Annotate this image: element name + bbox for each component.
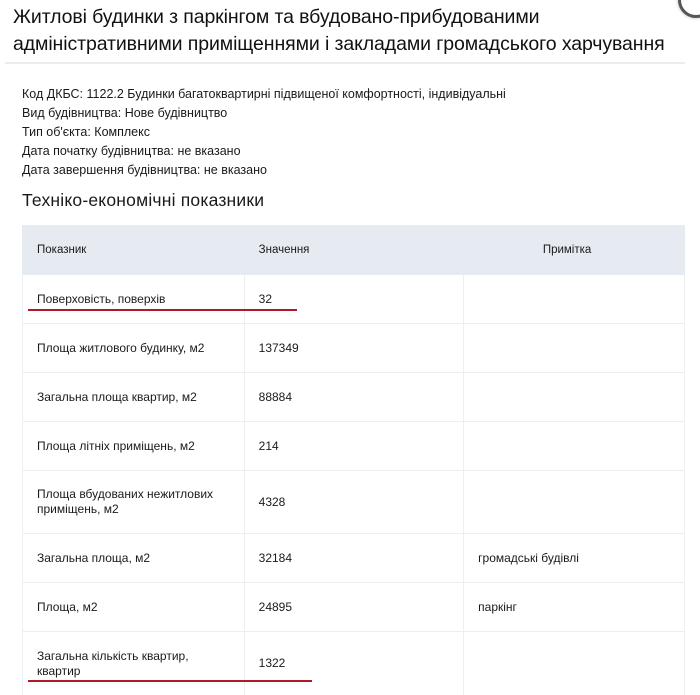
- indicators-table: [22, 225, 685, 695]
- page-title: Житлові будинки з паркінгом та вбудовано-прибудованими адміністративними приміщеннями і закладами громадського харчування: [13, 6, 665, 55]
- table-header-row: [23, 226, 685, 275]
- table-row: [23, 324, 685, 373]
- meta-value: Нове будівництво: [124, 106, 228, 120]
- table-row: [23, 275, 685, 324]
- cell-value: 214: [244, 422, 464, 471]
- meta-construction-type: [22, 104, 506, 123]
- cell-note: [464, 275, 685, 324]
- highlight-underline-floors: [28, 309, 297, 311]
- cell-note: [464, 373, 685, 422]
- meta-value: Комплекс: [94, 125, 150, 139]
- table-row: [23, 632, 685, 695]
- cell-indicator: Площа, м2: [23, 583, 245, 632]
- column-header-indicator: Показник: [23, 226, 245, 275]
- meta-value: 1122.2 Будинки багатоквартирні підвищеної комфортності, індивідуальні: [86, 87, 506, 101]
- cell-value: 24895: [244, 583, 464, 632]
- cell-indicator: Загальна площа, м2: [23, 534, 245, 583]
- cell-value: 1322: [244, 632, 464, 695]
- cell-indicator: Площа вбудованих нежитлових приміщень, м2: [23, 471, 245, 534]
- meta-end-date: [22, 161, 506, 180]
- meta-value: не вказано: [177, 144, 241, 158]
- meta-label: Дата завершення будівництва:: [22, 163, 201, 177]
- meta-value: не вказано: [203, 163, 267, 177]
- table-row: [23, 471, 685, 534]
- meta-start-date: [22, 142, 506, 161]
- table-row: [23, 583, 685, 632]
- highlight-underline-apartments: [28, 680, 312, 682]
- cell-note: [464, 422, 685, 471]
- cell-value: 32: [244, 275, 464, 324]
- cell-note: громадські будівлі: [464, 534, 685, 583]
- object-details: [22, 85, 506, 180]
- title-divider: [5, 62, 685, 64]
- cell-value: 4328: [244, 471, 464, 534]
- cell-indicator: Поверховість, поверхів: [23, 275, 245, 324]
- meta-dkbs-code: [22, 85, 506, 104]
- column-header-note: Примітка: [464, 226, 685, 275]
- meta-label: Тип об'єкта:: [22, 125, 91, 139]
- cell-note: [464, 632, 685, 695]
- meta-label: Вид будівництва:: [22, 106, 122, 120]
- cell-indicator: Площа житлового будинку, м2: [23, 324, 245, 373]
- table-row: [23, 422, 685, 471]
- section-heading: Техніко-економічні показники: [22, 190, 265, 210]
- meta-object-type: [22, 123, 506, 142]
- table-body: [23, 275, 685, 695]
- cell-indicator: Загальна кількість квартир, квартир: [23, 632, 245, 695]
- cell-note: паркінг: [464, 583, 685, 632]
- meta-label: Код ДКБС:: [22, 87, 84, 101]
- cell-value: 88884: [244, 373, 464, 422]
- cell-note: [464, 324, 685, 373]
- meta-label: Дата початку будівництва:: [22, 144, 174, 158]
- cell-indicator: Загальна площа квартир, м2: [23, 373, 245, 422]
- cell-note: [464, 471, 685, 534]
- table-row: [23, 373, 685, 422]
- cell-indicator: Площа літніх приміщень, м2: [23, 422, 245, 471]
- column-header-value: Значення: [244, 226, 464, 275]
- table-header: [23, 226, 685, 275]
- cell-value: 32184: [244, 534, 464, 583]
- table-row: [23, 534, 685, 583]
- cell-value: 137349: [244, 324, 464, 373]
